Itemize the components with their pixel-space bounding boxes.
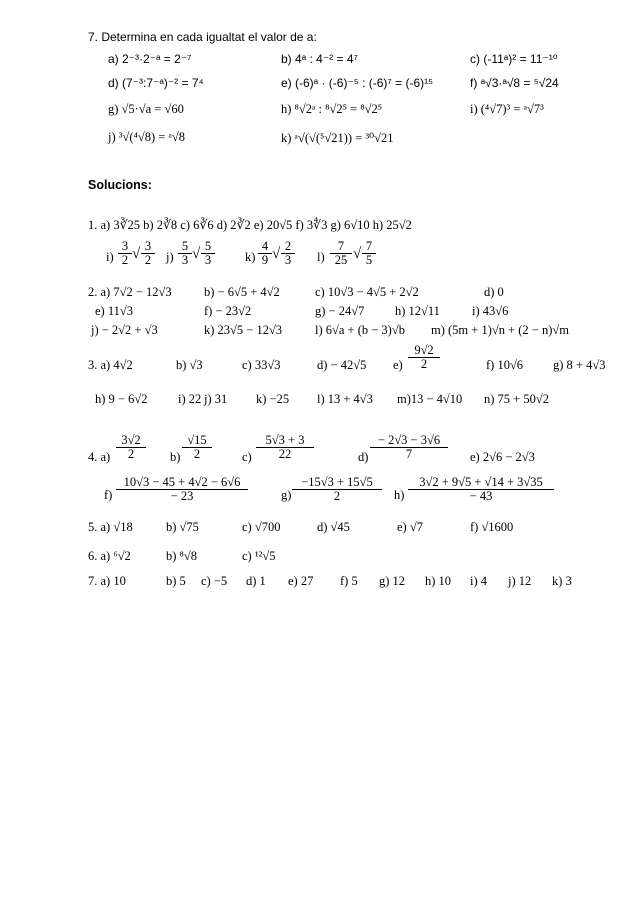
solution-4-h-frac	[408, 476, 554, 503]
solution-3-k: k) −25	[256, 392, 290, 406]
solution-2-l: l) 6√a + (b − 3)√b	[315, 323, 405, 337]
solution-3-e-label: e)	[393, 358, 403, 372]
solution-5-b: b) √75	[166, 520, 199, 534]
solution-3-f: f) 10√6	[486, 358, 524, 372]
solution-1-i-label: i)	[106, 250, 114, 264]
solution-4-h-label: h)	[394, 488, 405, 502]
numerator: 5	[201, 240, 215, 254]
solution-7-h: h) 10	[425, 574, 452, 588]
denominator: 2	[121, 253, 129, 268]
numerator: 3	[118, 240, 132, 254]
solution-1-k-radicand	[281, 240, 295, 267]
numerator: −15√3 + 15√5	[292, 476, 382, 490]
solution-1-k-frac	[258, 240, 272, 267]
solution-2-e: e) 11√3	[95, 304, 133, 318]
solution-2-k: k) 23√5 − 12√3	[204, 323, 283, 337]
denominator: 3	[204, 253, 212, 268]
numerator: √15	[182, 434, 212, 448]
denominator: 2	[193, 447, 201, 462]
solution-5-f: f) √1600	[470, 520, 514, 534]
solution-5-e: e) √7	[397, 520, 423, 534]
root-sign: √	[192, 246, 201, 262]
solution-1-row: 1. a) 3∛25 b) 2∛8 c) 6∛6 d) 2∛2 e) 20√5 f) 3∜3 g) 6√10 h) 25√2	[88, 218, 412, 232]
root-sign: √	[132, 246, 141, 262]
solution-7-a: 7. a) 10	[88, 574, 126, 588]
exercise-7-f: f) ᵃ√3·ᵃ√8 = ⁵√24	[470, 76, 559, 90]
solution-1-j-label: j)	[166, 250, 174, 264]
solution-7-j: j) 12	[508, 574, 532, 588]
solution-1-k-label: k)	[245, 250, 256, 264]
solution-1-i-radicand	[141, 240, 155, 267]
solution-4-g-label: g)	[281, 488, 292, 502]
solution-7-e: e) 27	[288, 574, 314, 588]
denominator: 3	[284, 253, 292, 268]
exercise-7-b: b) 4ᵃ : 4⁻² = 4⁷	[281, 52, 358, 66]
solution-7-k: k) 3	[552, 574, 572, 588]
numerator: 5√3 + 3	[256, 434, 314, 448]
solution-5-a: 5. a) √18	[88, 520, 133, 534]
solution-4-c-label: c)	[242, 450, 252, 464]
denominator: − 43	[469, 489, 493, 504]
solution-6-a: 6. a) ⁶√2	[88, 549, 131, 563]
denominator: 2	[420, 357, 428, 372]
solution-3-d: d) − 42√5	[317, 358, 367, 372]
solution-7-c: c) −5	[201, 574, 228, 588]
exercise-7-d: d) (7⁻³:7⁻ᵃ)⁻² = 7⁴	[108, 76, 204, 90]
exercise-7-c: c) (-11ᵃ)² = 11⁻¹⁰	[470, 52, 558, 66]
denominator: 3	[181, 253, 189, 268]
solution-2-i: i) 43√6	[472, 304, 509, 318]
root-sign: √	[353, 246, 362, 262]
denominator: 2	[333, 489, 341, 504]
solution-7-i: i) 4	[470, 574, 488, 588]
solution-4-b-frac	[182, 434, 212, 461]
numerator: 5	[178, 240, 192, 254]
solution-7-d: d) 1	[246, 574, 266, 588]
solution-4-f-frac	[116, 476, 248, 503]
root-sign: √	[272, 246, 281, 262]
solution-3-l: l) 13 + 4√3	[317, 392, 373, 406]
solution-1-l-radicand	[362, 240, 376, 267]
solution-1-j-radicand	[201, 240, 215, 267]
numerator: − 2√3 − 3√6	[370, 434, 448, 448]
exercise-7-h: h) ⁸√2ᵃ : ⁸√2⁵ = ⁸√2⁵	[281, 102, 383, 116]
denominator: 2	[144, 253, 152, 268]
solution-2-j: j) − 2√2 + √3	[91, 323, 158, 337]
solution-3-n: n) 75 + 50√2	[484, 392, 549, 406]
solution-2-f: f) − 23√2	[204, 304, 252, 318]
numerator: 10√3 − 45 + 4√2 − 6√6	[116, 476, 248, 490]
solution-3-c: c) 33√3	[242, 358, 281, 372]
exercise-7-title: 7. Determina en cada igualtat el valor de a:	[88, 30, 317, 44]
solution-2-a: 2. a) 7√2 − 12√3	[88, 285, 172, 299]
solution-4-a-label: 4. a)	[88, 450, 111, 464]
solution-3-a: 3. a) 4√2	[88, 358, 133, 372]
solution-6-b: b) ⁸√8	[166, 549, 198, 563]
exercise-7-k: k) ᵃ√(√(⁵√21)) = ³⁰√21	[281, 131, 394, 145]
solution-4-c-frac	[256, 434, 314, 461]
solution-2-d: d) 0	[484, 285, 504, 299]
numerator: 3√2	[116, 434, 146, 448]
solution-1-i-frac	[118, 240, 132, 267]
solution-4-d-frac	[370, 434, 448, 461]
denominator: 9	[261, 253, 269, 268]
solution-5-c: c) √700	[242, 520, 281, 534]
solution-4-e: e) 2√6 − 2√3	[470, 450, 535, 464]
solution-7-f: f) 5	[340, 574, 358, 588]
exercise-7-i: i) (⁴√7)³ = ᵃ√7³	[470, 102, 544, 116]
denominator: − 23	[170, 489, 194, 504]
numerator: 3√2 + 9√5 + √14 + 3√35	[408, 476, 554, 490]
solution-1-l-frac	[330, 240, 352, 267]
exercise-7-j: j) ³√(⁴√8) = ᵃ√8	[108, 130, 185, 144]
solution-7-g: g) 12	[379, 574, 406, 588]
solution-6-c: c) ¹²√5	[242, 549, 276, 563]
solution-1-l-label: l)	[317, 250, 325, 264]
numerator: 7	[362, 240, 376, 254]
solution-5-d: d) √45	[317, 520, 350, 534]
numerator: 3	[141, 240, 155, 254]
solution-2-g: g) − 24√7	[315, 304, 365, 318]
solutions-heading: Solucions:	[88, 178, 152, 192]
denominator: 7	[405, 447, 413, 462]
numerator: 7	[330, 240, 352, 254]
solution-3-b: b) √3	[176, 358, 203, 372]
solution-3-m: m)13 − 4√10	[397, 392, 463, 406]
solution-4-a-frac	[116, 434, 146, 461]
solution-2-h: h) 12√11	[395, 304, 440, 318]
numerator: 9√2	[408, 344, 440, 358]
solution-4-g-frac	[292, 476, 382, 503]
exercise-7-g: g) √5·√a = √60	[108, 102, 184, 116]
exercise-7-e: e) (-6)ᵃ · (-6)⁻⁵ : (-6)⁷ = (-6)¹⁵	[281, 76, 434, 90]
solution-3-e-frac	[408, 344, 440, 371]
numerator: 4	[258, 240, 272, 254]
solution-4-d-label: d)	[358, 450, 369, 464]
numerator: 2	[281, 240, 295, 254]
solution-2-b: b) − 6√5 + 4√2	[204, 285, 280, 299]
solution-4-f-label: f)	[104, 488, 113, 502]
solution-2-c: c) 10√3 − 4√5 + 2√2	[315, 285, 419, 299]
exercise-7-a: a) 2⁻³·2⁻ᵃ = 2⁻⁷	[108, 52, 192, 66]
denominator: 22	[278, 447, 292, 462]
denominator: 5	[365, 253, 373, 268]
solution-3-j: j) 31	[204, 392, 228, 406]
solution-3-g: g) 8 + 4√3	[553, 358, 606, 372]
solution-7-b: b) 5	[166, 574, 186, 588]
solution-2-m: m) (5m + 1)√n + (2 − n)√m	[431, 323, 569, 337]
solution-3-h: h) 9 − 6√2	[95, 392, 148, 406]
solution-1-j-frac	[178, 240, 192, 267]
denominator: 25	[334, 253, 348, 268]
denominator: 2	[127, 447, 135, 462]
solution-4-b-label: b)	[170, 450, 181, 464]
solution-3-i: i) 22	[178, 392, 202, 406]
